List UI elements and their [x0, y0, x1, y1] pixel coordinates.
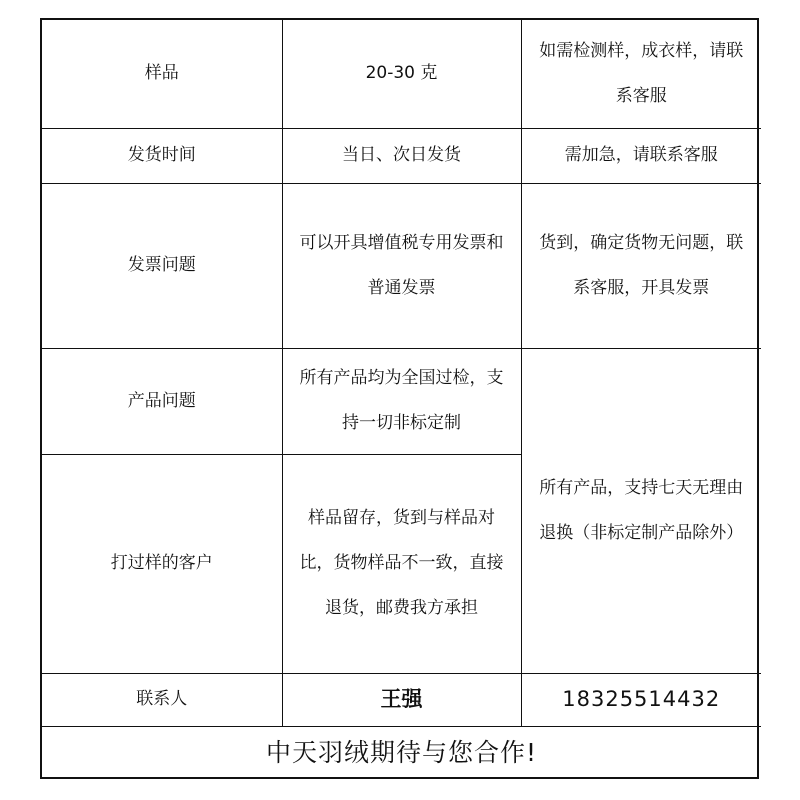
contact-label: 联系人 [42, 673, 282, 726]
row-note-invoice: 货到，确定货物无问题，联系客服，开具发票 [521, 183, 761, 348]
row-value-sample: 20-30 克 [282, 20, 521, 128]
row-label-product: 产品问题 [42, 348, 282, 454]
row-label-shipping: 发货时间 [42, 128, 282, 183]
table-row-contact [42, 673, 761, 726]
row-label-sampled-clients: 打过样的客户 [42, 454, 282, 673]
row-value-invoice: 可以开具增值税专用发票和普通发票 [282, 183, 521, 348]
table-row-product [42, 348, 761, 454]
footer-slogan: 中天羽绒期待与您合作! [42, 726, 761, 779]
info-table-container [40, 18, 759, 779]
row-value-product: 所有产品均为全国过检，支持一切非标定制 [282, 348, 521, 454]
merged-return-policy-note: 所有产品，支持七天无理由退换（非标定制产品除外） [521, 348, 761, 673]
row-note-sample: 如需检测样，成衣样，请联系客服 [521, 20, 761, 128]
contact-phone: 18325514432 [521, 673, 761, 726]
row-note-shipping: 需加急，请联系客服 [521, 128, 761, 183]
info-table [42, 20, 761, 779]
row-label-sample: 样品 [42, 20, 282, 128]
table-row-sample [42, 20, 761, 128]
table-row-shipping [42, 128, 761, 183]
table-row-invoice [42, 183, 761, 348]
row-value-shipping: 当日、次日发货 [282, 128, 521, 183]
row-value-sampled-clients: 样品留存，货到与样品对比，货物样品不一致，直接退货，邮费我方承担 [282, 454, 521, 673]
row-label-invoice: 发票问题 [42, 183, 282, 348]
contact-name: 王强 [282, 673, 521, 726]
table-row-footer [42, 726, 761, 779]
